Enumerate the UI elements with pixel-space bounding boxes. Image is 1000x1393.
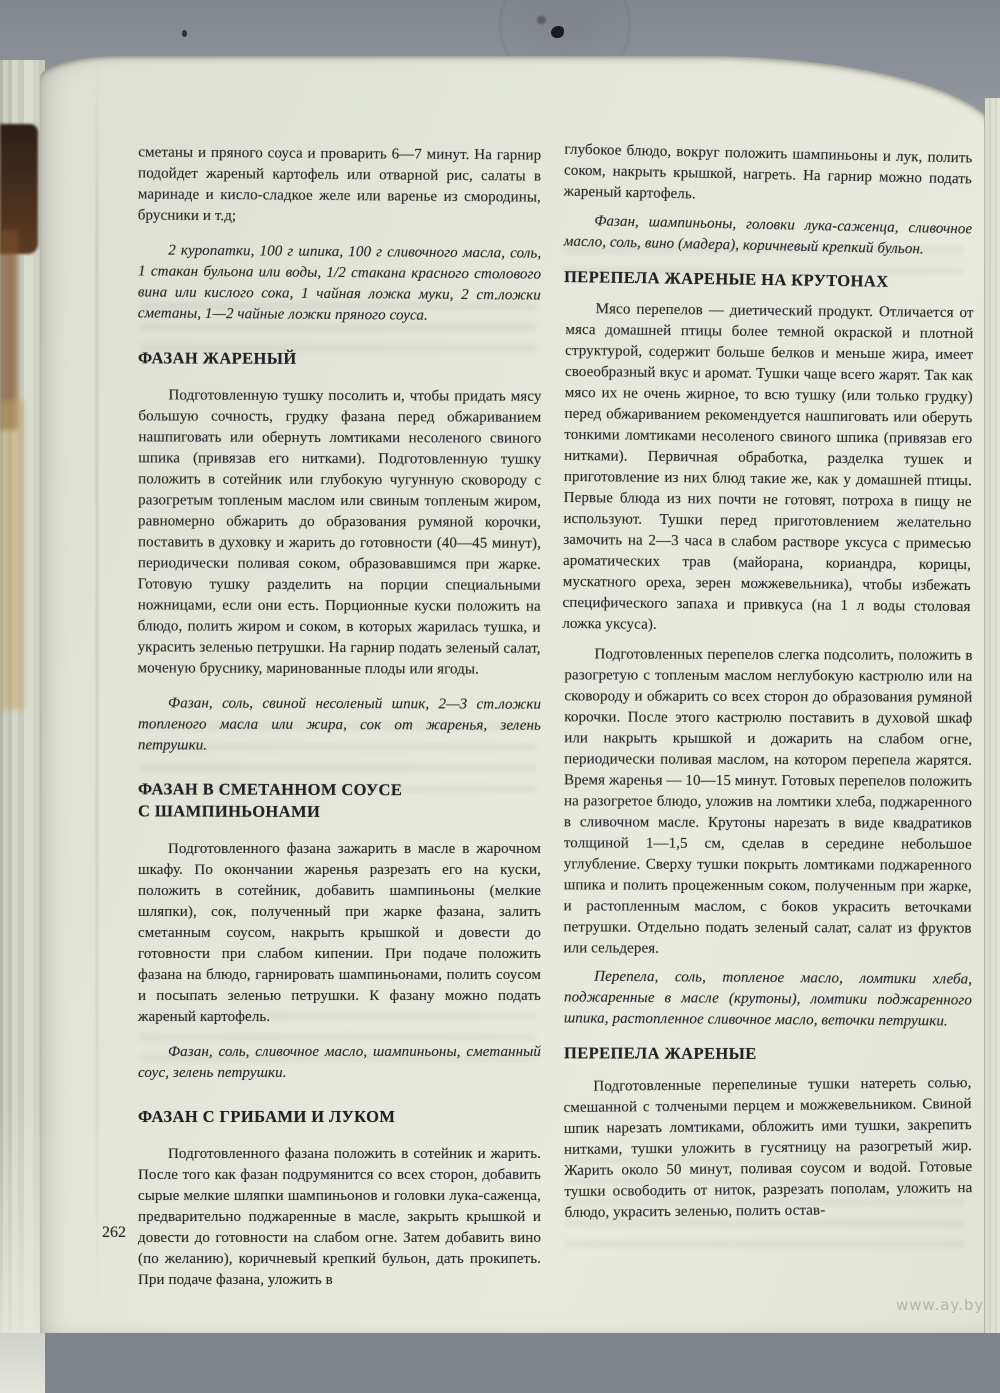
recipe-body: Подготовленную тушку посолить и, чтобы придать мясу большую сочность, грудку фазана перед обжариванием нашпиговать или обернуть ломтиками несоленого свиного шпика (привязав его нитками). Подготовленную тушку положить в сотейник или глубокую чугунную сковороду с разогретым топленым маслом или свиным топленым жиром, равномерно обжарить до образования румяной корочки, поставить в духовку и жарить до готовности (40—45 минут), периодически поливая соком, образовавшимся при жарке. Готовую тушку разделить на порции специальными ножницами, если они есть. Порционные куски положить на блюдо, полить жиром и соком, в которых жарилась тушка, и украсить зеленью петрушки. На гарнир подать зеленый салат, моченую бруснику, маринованные плоды или ягоды. (137, 387, 542, 678)
recipe-ingredients: Фазан, соль, свиной несоленый шпик, 2—3 ст.ложки топленого масла или жира, сок от жаренья, зелень петрушки. (137, 695, 542, 754)
ingredients-partridge: 2 куропатки, 100 г шпика, 100 г сливочного масла, соль, 1 стакан бульона или воды, 1/2 стакана красного столового вина или кислого сока, 1 чайная ложка муки, 2 ст.ложки сметаны, 1—2 чайные ложки пряного соуса. (137, 242, 542, 324)
book-page (40, 56, 1000, 1333)
recipe-body: Мясо перепелов — диетический продукт. Отличается от мяса домашней птицы более темной окраской и плотной структурой, содержит больше белков и меньше жира, имеет своеобразный вкус и аромат. Тушки чаще всего жарят. Так как мясо их не очень жирное, то всю тушку (или только грудку) перед обжариванием рекомендуется нашпиговать или оберуть тонкими ломтиками несоленого свиного шпика (привязав его нитками). Первичная обработка, разделка тушек и приготовление из них блюд такие же, как у домашней птицы. Первые блюда из них почти не готовят, потроха в пищу не используют. Тушки перед приготовлением желательно замочить на 2—3 часа в слабом растворе уксуса с примесью ароматических трав (майорана, кориандра, корицы, мускатного ореха, зерен можжевельника), чтобы избежать специфического запаха и привкуса (на 1 л воды столовая ложка уксуса). (562, 301, 974, 633)
left-column (138, 144, 541, 1305)
dark-speck (551, 26, 564, 38)
book-page-stack-edge (0, 60, 45, 1333)
recipe-body: Подготовленных перепелов слегка подсолить, положить в разогретую с топленым маслом неглубокую кастрюлю или на сковороду и обжарить со всех сторон до образования румяной корочки. После этого кастрюлю поставить в духовой шкаф или накрыть крышкой и дожарить на слабом огне, периодически поливая маслом, на котором перепела жарятся. Время жаренья — 10—15 минут. Готовых перепелов положить на разогретое блюдо, уложив на ломтики хлеба, поджаренного в сливочном масле. Крутоны нарезать в виде квадратиков толщиной 1—1,5 см, сделав в середине небольшое углубление. Сверху тушки покрыть ломтиками поджаренного шпика и полить процеженным соком, полученным при жарке, и растопленным маслом, с боков украсить веточками петрушки. Отдельно подать зеленый салат, салат из фруктов или сельдерея. (563, 646, 973, 957)
watermark: www.ay.by (896, 1296, 985, 1314)
recipe-heading-quail-roasted: ПЕРЕПЕЛА ЖАРЕНЫЕ (563, 1043, 757, 1063)
ingredients-continuation: Фазан, шампиньоны, головки лука-саженца, сливочное масло, соль, вино (мадера), коричневый крепкий бульон. (563, 213, 973, 258)
paragraph-continuation: глубокое блюдо, вокруг положить шампиньоны и лук, полить соком, накрыть крышкой, нагреть. На гарнир можно подать жареный картофель. (563, 141, 973, 203)
recipe-heading-pheasant-mushrooms: ФАЗАН С ГРИБАМИ И ЛУКОМ (138, 1107, 396, 1126)
right-column (562, 141, 974, 1230)
recipe-body: Подготовленного фазана положить в сотейник и жарить. После того как фазан подрумянится со всех сторон, добавить сырые мелкие шляпки шампиньонов и головки лука-саженца, предварительно поджаренные в масле, закрыть крышкой и довести до готовности на слабом огне. Затем добавить вино (по желанию), коричневый крепкий бульон, дать прокипеть. При подаче фазана, уложить в (138, 1146, 541, 1288)
recipe-ingredients: Фазан, соль, сливочное масло, шампиньоны, сметанный соус, зелень петрушки. (138, 1044, 541, 1081)
dark-speck (182, 30, 187, 37)
recipe-body: Подготовленные перепелиные тушки натереть солью, смешанной с толчеными перцем и можжевельником. Свиной шпик нарезать ломтиками, обложить ими тушки, закрепить нитками, тушки уложить в гусятницу на разогретый жир. Жарить около 50 минут, поливая соусом и водой. Готовые тушки освободить от ниток, разрезать пополам, уложить на блюдо, украсить зеленью, полить остав- (563, 1075, 973, 1221)
page-right-edge (984, 98, 1000, 1333)
recipe-heading-pheasant-sour-cream: ФАЗАН В СМЕТАННОМ СОУСЕ С ШАМПИНЬОНАМИ (137, 779, 403, 821)
page-edge-fade (0, 1100, 45, 1393)
page-edge-stain (0, 400, 24, 710)
paragraph-continuation: сметаны и пряного соуса и проварить 6—7 минут. На гарнир подойдет жареный картофель или отварной рис, салаты в маринаде и кисло-сладкое желе или варенье из смородины, брусники и т.д; (137, 144, 542, 225)
page-spine-crease (96, 56, 98, 1333)
recipe-body: Подготовленного фазана зажарить в масле в жарочном шкафу. По окончании жаренья разрезать его на куски, положить в сотейник, добавить шампиньоны (мелкие шляпки), сок, полученный при жарке фазана, залить сметанным соусом, накрыть крышкой и довести до готовности при слабом кипении. При подаче положить фазана на блюдо, гарнировать шампиньонами, полить соусом и посыпать зеленью петрушки. К фазану можно подать жареный картофель. (138, 841, 541, 1025)
dark-speck (537, 16, 546, 24)
page-number: 262 (102, 1224, 126, 1241)
recipe-heading-pheasant-roasted: ФАЗАН ЖАРЕНЫЙ (137, 348, 297, 368)
recipe-ingredients: Перепела, соль, топленое масло, ломтики хлеба, поджаренные в масле (крутоны), ломтики поджаренного шпика, растопленное сливочное масло, веточки петрушки. (563, 968, 973, 1030)
recipe-heading-quail-croutons: ПЕРЕПЕЛА ЖАРЕНЫЕ НА КРУТОНАХ (563, 266, 889, 291)
